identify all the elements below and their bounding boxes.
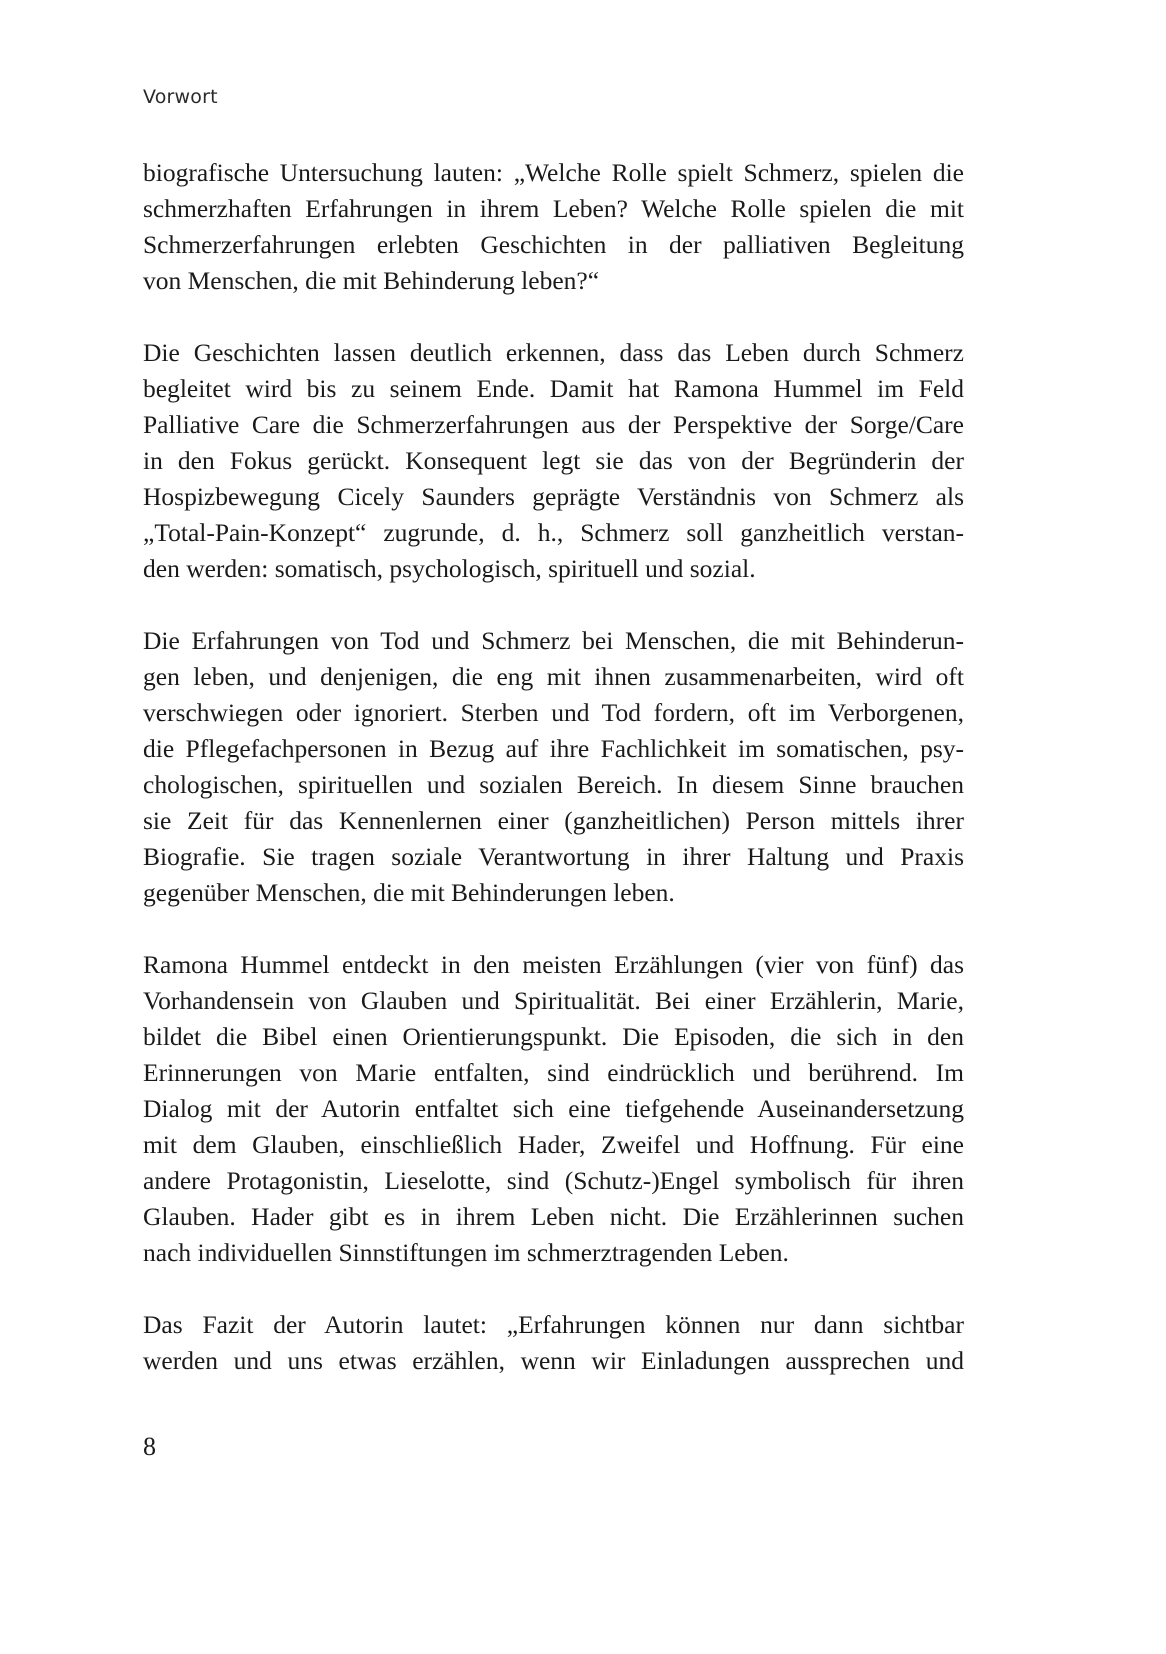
- text-line: Biografie. Sie tragen soziale Verantwortung in ihrer Haltung und Praxis: [143, 842, 964, 871]
- paragraph: [143, 1307, 964, 1379]
- text-line: Ramona Hummel entdeckt in den meisten Erzählungen (vier von fünf) das: [143, 950, 964, 979]
- text-line: von Menschen, die mit Behinderung leben?“: [143, 266, 600, 295]
- text-line: gen leben, und denjenigen, die eng mit ihnen zusammenarbeiten, wird oft: [143, 662, 964, 691]
- text-line: sie Zeit für das Kennenlernen einer (ganzheitlichen) Person mittels ihrer: [143, 806, 964, 835]
- text-line: in den Fokus gerückt. Konsequent legt sie das von der Begründerin der: [143, 446, 964, 475]
- text-line: Vorhandensein von Glauben und Spiritualität. Bei einer Erzählerin, Marie,: [143, 986, 964, 1015]
- text-line: werden und uns etwas erzählen, wenn wir Einladungen aussprechen und: [143, 1346, 964, 1375]
- text-line: Dialog mit der Autorin entfaltet sich eine tiefgehende Auseinandersetzung: [143, 1094, 964, 1123]
- text-line: Die Erfahrungen von Tod und Schmerz bei Menschen, die mit Behinderun-: [143, 626, 964, 655]
- text-line: Erinnerungen von Marie entfalten, sind eindrücklich und berührend. Im: [143, 1058, 964, 1087]
- text-line: Die Geschichten lassen deutlich erkennen, dass das Leben durch Schmerz: [143, 338, 964, 367]
- text-line: bildet die Bibel einen Orientierungspunkt. Die Episoden, die sich in den: [143, 1022, 964, 1051]
- text-line: den werden: somatisch, psychologisch, spirituell und sozial.: [143, 554, 756, 583]
- paragraph: [143, 623, 964, 911]
- paragraph: [143, 947, 964, 1271]
- text-line: nach individuellen Sinnstiftungen im schmerztragenden Leben.: [143, 1238, 789, 1267]
- running-header: Vorwort: [143, 86, 218, 108]
- text-line: „Total-Pain-Konzept“ zugrunde, d. h., Schmerz soll ganzheitlich verstan-: [143, 518, 964, 547]
- text-line: mit dem Glauben, einschließlich Hader, Zweifel und Hoffnung. Für eine: [143, 1130, 964, 1159]
- text-line: gegenüber Menschen, die mit Behinderungen leben.: [143, 878, 675, 907]
- text-line: die Pflegefachpersonen in Bezug auf ihre Fachlichkeit im somatischen, psy-: [143, 734, 964, 763]
- text-line: verschwiegen oder ignoriert. Sterben und Tod fordern, oft im Verborgenen,: [143, 698, 964, 727]
- paragraph: [143, 155, 964, 299]
- text-line: begleitet wird bis zu seinem Ende. Damit hat Ramona Hummel im Feld: [143, 374, 964, 403]
- paragraph: [143, 335, 964, 587]
- text-line: chologischen, spirituellen und sozialen Bereich. In diesem Sinne brauchen: [143, 770, 964, 799]
- text-line: Schmerzerfahrungen erlebten Geschichten in der palliativen Begleitung: [143, 230, 964, 259]
- text-line: Glauben. Hader gibt es in ihrem Leben nicht. Die Erzählerinnen suchen: [143, 1202, 964, 1231]
- text-line: andere Protagonistin, Lieselotte, sind (Schutz-)Engel symbolisch für ihren: [143, 1166, 964, 1195]
- page-number: 8: [143, 1432, 156, 1461]
- body-text: [143, 155, 964, 1415]
- text-line: schmerzhaften Erfahrungen in ihrem Leben? Welche Rolle spielen die mit: [143, 194, 964, 223]
- text-line: Palliative Care die Schmerzerfahrungen aus der Perspektive der Sorge/Care: [143, 410, 964, 439]
- text-line: Hospizbewegung Cicely Saunders geprägte Verständnis von Schmerz als: [143, 482, 964, 511]
- text-line: biografische Untersuchung lauten: „Welche Rolle spielt Schmerz, spielen die: [143, 158, 964, 187]
- text-line: Das Fazit der Autorin lautet: „Erfahrungen können nur dann sichtbar: [143, 1310, 964, 1339]
